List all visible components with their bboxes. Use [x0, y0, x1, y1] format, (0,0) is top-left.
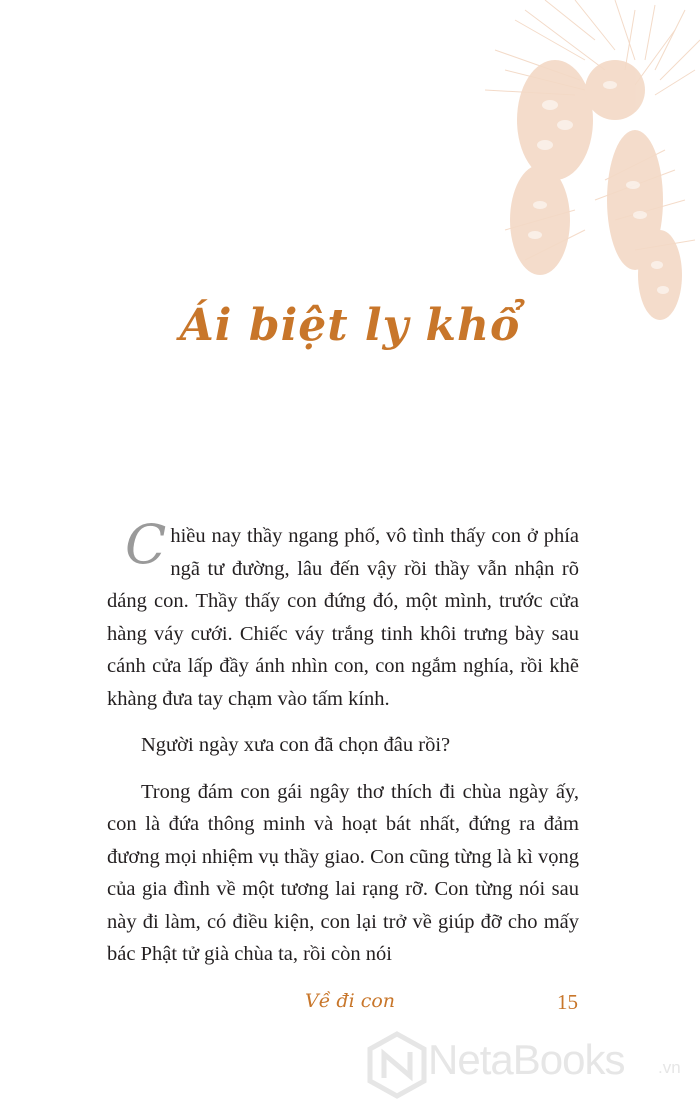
dropcap: C [125, 513, 167, 576]
watermark-suffix: .vn [658, 1058, 681, 1077]
body-text [107, 513, 579, 985]
pine-branch-ornament [485, 0, 700, 330]
chapter-title: Ái biệt ly khổ [179, 300, 521, 351]
paragraph-1-text: hiều nay thầy ngang phố, vô tình thấy con ở phía ngã tư đường, lâu đến vậy rồi thầy vẫn nhận rõ dáng con. Thầy thấy con đứng đó, một mình, trước cửa hàng váy cưới. Chiếc váy trắng tinh khôi trưng bày sau cánh cửa lấp đầy ánh nhìn con, con ngắm nghía, rồi khẽ khàng đưa tay chạm vào tấm kính. [107, 525, 579, 710]
paragraph-3: Trong đám con gái ngây thơ thích đi chùa ngày ấy, con là đứa thông minh và hoạt bát nhất, đứng ra đảm đương mọi nhiệm vụ thầy giao. Con cũng từng là kì vọng của gia đình về một tương lai rạng rỡ. Con từng nói sau này đi làm, có điều kiện, con lại trở về giúp đỡ cho mấy bác Phật tử già chùa ta, rồi còn nói [107, 780, 579, 965]
watermark-brand: NetaBooks [428, 1036, 625, 1083]
page-number: 15 [557, 990, 578, 1014]
paragraph-1 [107, 513, 579, 715]
running-footer-title: Về đi con [304, 990, 396, 1012]
paragraph-2: Người ngày xưa con đã chọn đâu rồi? [141, 734, 451, 756]
